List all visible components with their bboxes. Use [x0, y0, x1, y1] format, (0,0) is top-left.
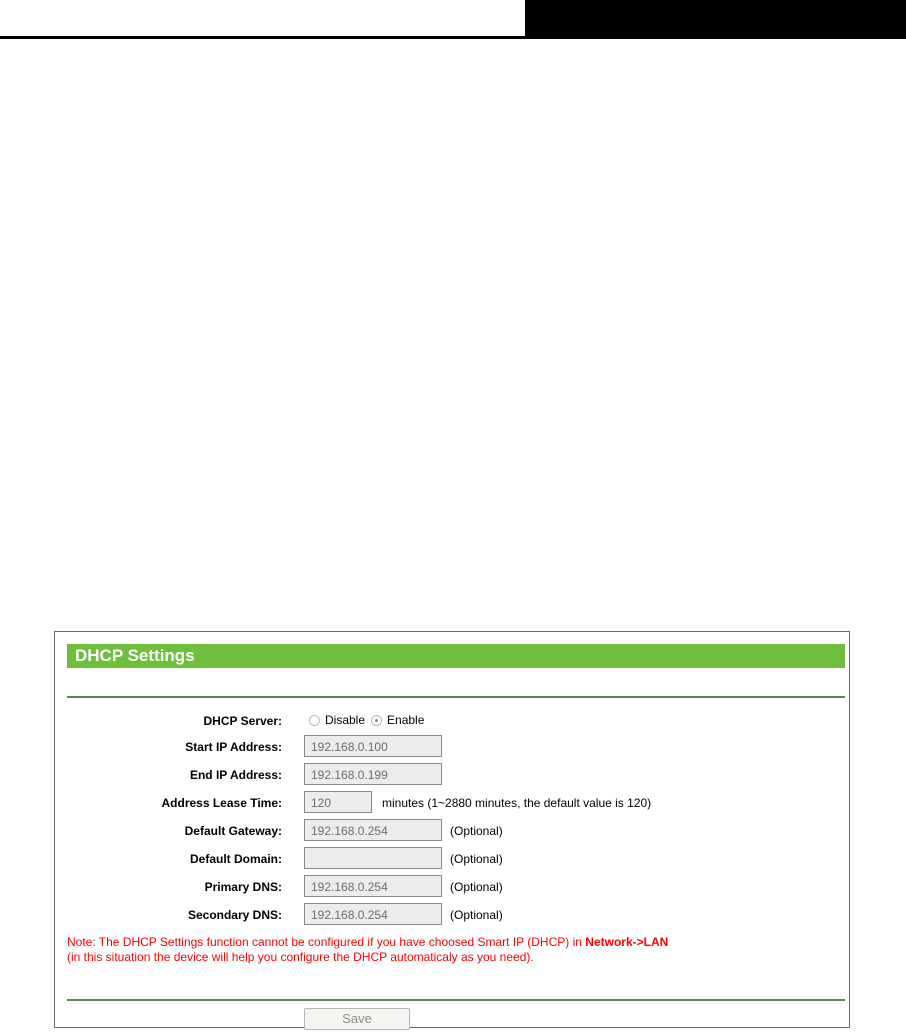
- default-domain-input[interactable]: [304, 847, 442, 869]
- start-ip-input[interactable]: 192.168.0.100: [304, 735, 442, 757]
- primary-dns-hint: (Optional): [450, 880, 503, 894]
- primary-dns-input[interactable]: 192.168.0.254: [304, 875, 442, 897]
- save-button[interactable]: Save: [304, 1008, 410, 1030]
- header-rule: [0, 36, 525, 39]
- secondary-dns-label: Secondary DNS:: [187, 908, 282, 922]
- primary-dns-label: Primary DNS:: [204, 880, 282, 894]
- enable-radio[interactable]: [371, 715, 382, 726]
- note-text: Note: The DHCP Settings function cannot be configured if you have choosed Smart IP (DHCP) in: [67, 935, 586, 949]
- row-default-domain: [55, 847, 851, 871]
- row-primary-dns: [55, 875, 851, 899]
- lease-time-input[interactable]: 120: [304, 791, 372, 813]
- default-domain-label: Default Domain:: [189, 852, 282, 866]
- row-lease-time: [55, 791, 851, 815]
- dhcp-server-radio-group: [309, 713, 430, 727]
- default-gateway-label: Default Gateway:: [184, 824, 282, 838]
- default-domain-hint: (Optional): [450, 852, 503, 866]
- divider-bottom: [67, 999, 845, 1001]
- lease-time-hint: minutes (1~2880 minutes, the default value is 120): [382, 796, 652, 810]
- end-ip-label: End IP Address:: [189, 768, 282, 782]
- row-default-gateway: [55, 819, 851, 843]
- network-lan-link[interactable]: Network->LAN: [585, 935, 669, 949]
- dhcp-server-label: DHCP Server:: [203, 714, 282, 728]
- divider-top: [67, 696, 845, 698]
- row-start-ip: [55, 735, 851, 759]
- row-secondary-dns: [55, 903, 851, 927]
- secondary-dns-hint: (Optional): [450, 908, 503, 922]
- default-gateway-input[interactable]: 192.168.0.254: [304, 819, 442, 841]
- disable-radio-label[interactable]: Disable: [325, 713, 366, 727]
- panel-title: DHCP Settings: [67, 644, 845, 668]
- disable-radio[interactable]: [309, 715, 320, 726]
- lease-time-label: Address Lease Time:: [161, 796, 282, 810]
- start-ip-label: Start IP Address:: [185, 740, 282, 754]
- secondary-dns-input[interactable]: 192.168.0.254: [304, 903, 442, 925]
- header-tab-block: [525, 0, 906, 39]
- enable-radio-label[interactable]: Enable: [387, 713, 425, 727]
- default-gateway-hint: (Optional): [450, 824, 503, 838]
- dhcp-settings-panel: [54, 631, 850, 1028]
- dhcp-note: [67, 935, 837, 965]
- row-end-ip: [55, 763, 851, 787]
- end-ip-input[interactable]: 192.168.0.199: [304, 763, 442, 785]
- row-dhcp-server: [55, 709, 851, 733]
- note-line2: (in this situation the device will help you configure the DHCP automaticaly as you need).: [67, 950, 534, 964]
